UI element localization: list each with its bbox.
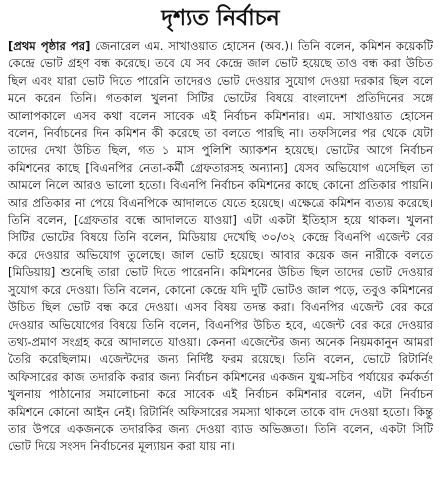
article-kicker: [প্রথম পৃষ্ঠার পর]: [8, 39, 91, 53]
article-body-text: জেনারেল এম. সাখাওয়াত হোসেন (অব.)। তিনি বলেন, কমিশন কয়েকটি কেন্দ্রে ভোট গ্রহণ বন্ধ করেছে। তবে যে সব কেন্দ্রে জাল ভোট হয়েছে তাও বন্ধ করা উচিত ছিল এবং যারা ভোট দিতে পারেনি তাদেরও ভোট দেওয়ার সুযোগ দেওয়া দরকার ছিল বলে মনে করেন তিনি। গতকাল খুলনা সিটির ভোটের বিষয়ে বাংলাদেশ প্রতিদিনের সঙ্গে আলাপকালে এসব কথা বলেন সাবেক এই নির্বাচন কমিশনার। এম. সাখাওয়াত হোসেন বলেন, নির্বাচনের দিন কমিশন কী করেছে তা বলতে পারছি না। তফসিলের পর থেকে যেটা তাদের দেখা উচিত ছিল, গত ১ মাস পুলিশি অ্যাকশন হয়েছে। ভোটের আগে নির্বাচন কমিশনের কাছে [বিএনপির নেতা-কর্মী গ্রেফতারসহ অন্যান্য] যেসব অভিযোগ এসেছিল তা আমলে নিলে আরও ভালো হতো। বিএনপি নির্বাচন কমিশনের কাছে কোনো প্রতিকার পায়নি। আর প্রতিকার না পেয়ে বিএনপিকে আদালতে যেতে হয়েছে। এক্ষেত্রে কমিশন ব্যত্যয় করেছে। তিনি বলেন, [গ্রেফতার বন্ধে আদালতে যাওয়া] এটা একটা ইতিহাস হয়ে থাকল। খুলনা সিটির ভোটের বিষয়ে তিনি বলেন, মিডিয়ায় দেখেছি ৩০/৩২ কেন্দ্রে বিএনপি এজেন্ট বের করে দেওয়ার অভিযোগ তুলেছে। জাল ভোট হয়েছে। আবার কয়েক জন নারীকে বলতে [মিডিয়ায়] শুনেছি তারা ভোট দিতে পারেননি। কমিশনের উচিত ছিল তাদের ভোট দেওয়ার সুযোগ করে দেওয়া। তিনি বলেন, কোনো কেন্দ্রে যদি দুটি ভোটও জাল পড়ে, তবুও কমিশনের উচিত ছিল ভোট বন্ধ করে দেওয়া। এসব বিষয় তদন্ত করা। বিএনপির এজেন্ট বের করে দেওয়ার অভিযোগের বিষয়ে তিনি বলেন, বিএনপির উচিত হবে, এজেন্ট বের করে দেওয়ার তথ্য-প্রমাণ সংগ্রহ করে আদালতে যাওয়া। কেননা এজেন্টের জন্য অনেক নিয়মকানুন আমরা তৈরি করেছিলাম। এজেন্টদের জন্য নির্দিষ্ট ফরম রয়েছে। তিনি বলেন, ভোটে রিটার্নিং অফিসারের কাজ তদারকি করার জন্য নির্বাচন কমিশনের একজন যুগ্ম-সচিব পর্যায়ের কর্মকর্তা খুলনায় পাঠানোর সমালোচনা করে সাবেক এই নির্বাচন কমিশনার বলেন, এটা নির্বাচন কমিশনে কোনো আইন নেই। রিটার্নিং অফিসারের সমস্যা থাকলে তাকে বাদ দেওয়া হতো। কিন্তু তার উপরে একজনকে তদারকির জন্য দেওয়া ব্যাড অভিজ্ঞতা। তিনি বলেন, একটা সিটি ভোট দিয়ে সংসদ নির্বাচনের মূল্যায়ন করা যায় না।: [8, 39, 433, 454]
article-headline: দৃশ্যত নির্বাচন: [161, 6, 280, 31]
article-body-paragraph: [8, 38, 433, 456]
